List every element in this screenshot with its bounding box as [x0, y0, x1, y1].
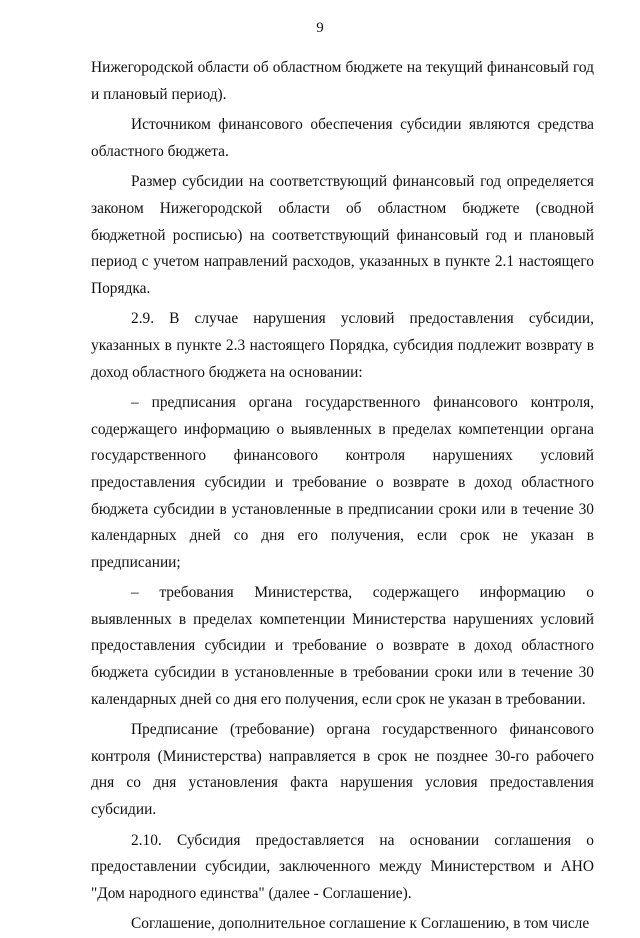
page-number: 9	[316, 20, 324, 36]
paragraph-2-9: 2.9. В случае нарушения условий предоставления субсидии, указанных в пункте 2.3 настоящего Порядка, субсидия подлежит возврату в доход областного бюджета на основании:	[91, 310, 594, 381]
paragraph-prescription-deadline: Предписание (требование) органа государственного финансового контроля (Министерства) направляется в срок не позднее 30-го рабочего дня со дня установления факта нарушения условия предоставления субсидии.	[91, 721, 594, 819]
document-body	[91, 55, 594, 938]
paragraph-list-item-prescription: – предписания органа государственного финансового контроля, содержащего информацию о выявленных в пределах компетенции органа государственного финансового контроля нарушениях условий предоставления субсидии и требование о возврате в доход областного бюджета субсидии в установленные в предписании сроки или в течение 30 календарных дней со дня его получения, если срок не указан в предписании;	[91, 394, 594, 571]
paragraph-2-10: 2.10. Субсидия предоставляется на основании соглашения о предоставлении субсидии, заключенного между Министерством и АНО "Дом народного единства" (далее - Соглашение).	[91, 831, 594, 902]
paragraph-continuation: Нижегородской области об областном бюджете на текущий финансовый год и плановый период).	[91, 59, 594, 103]
paragraph-funding-source: Источником финансового обеспечения субсидии являются средства областного бюджета.	[91, 116, 594, 160]
paragraph-agreement: Соглашение, дополнительное соглашение к Соглашению, в том числе	[131, 915, 590, 933]
paragraph-subsidy-amount: Размер субсидии на соответствующий финансовый год определяется законом Нижегородской области об областном бюджете (сводной бюджетной росписью) на соответствующий финансовый год и плановый период с учетом направлений расходов, указанных в пункте 2.1 настоящего Порядка.	[91, 173, 594, 297]
paragraph-list-item-ministry-demand: – требования Министерства, содержащего информацию о выявленных в пределах компетенции Министерства нарушениях условий предоставления субсидии и требование о возврате в доход областного бюджета субсидии в установленные в требовании сроки или в течение 30 календарных дней со дня его получения, если срок не указан в требовании.	[91, 584, 594, 708]
